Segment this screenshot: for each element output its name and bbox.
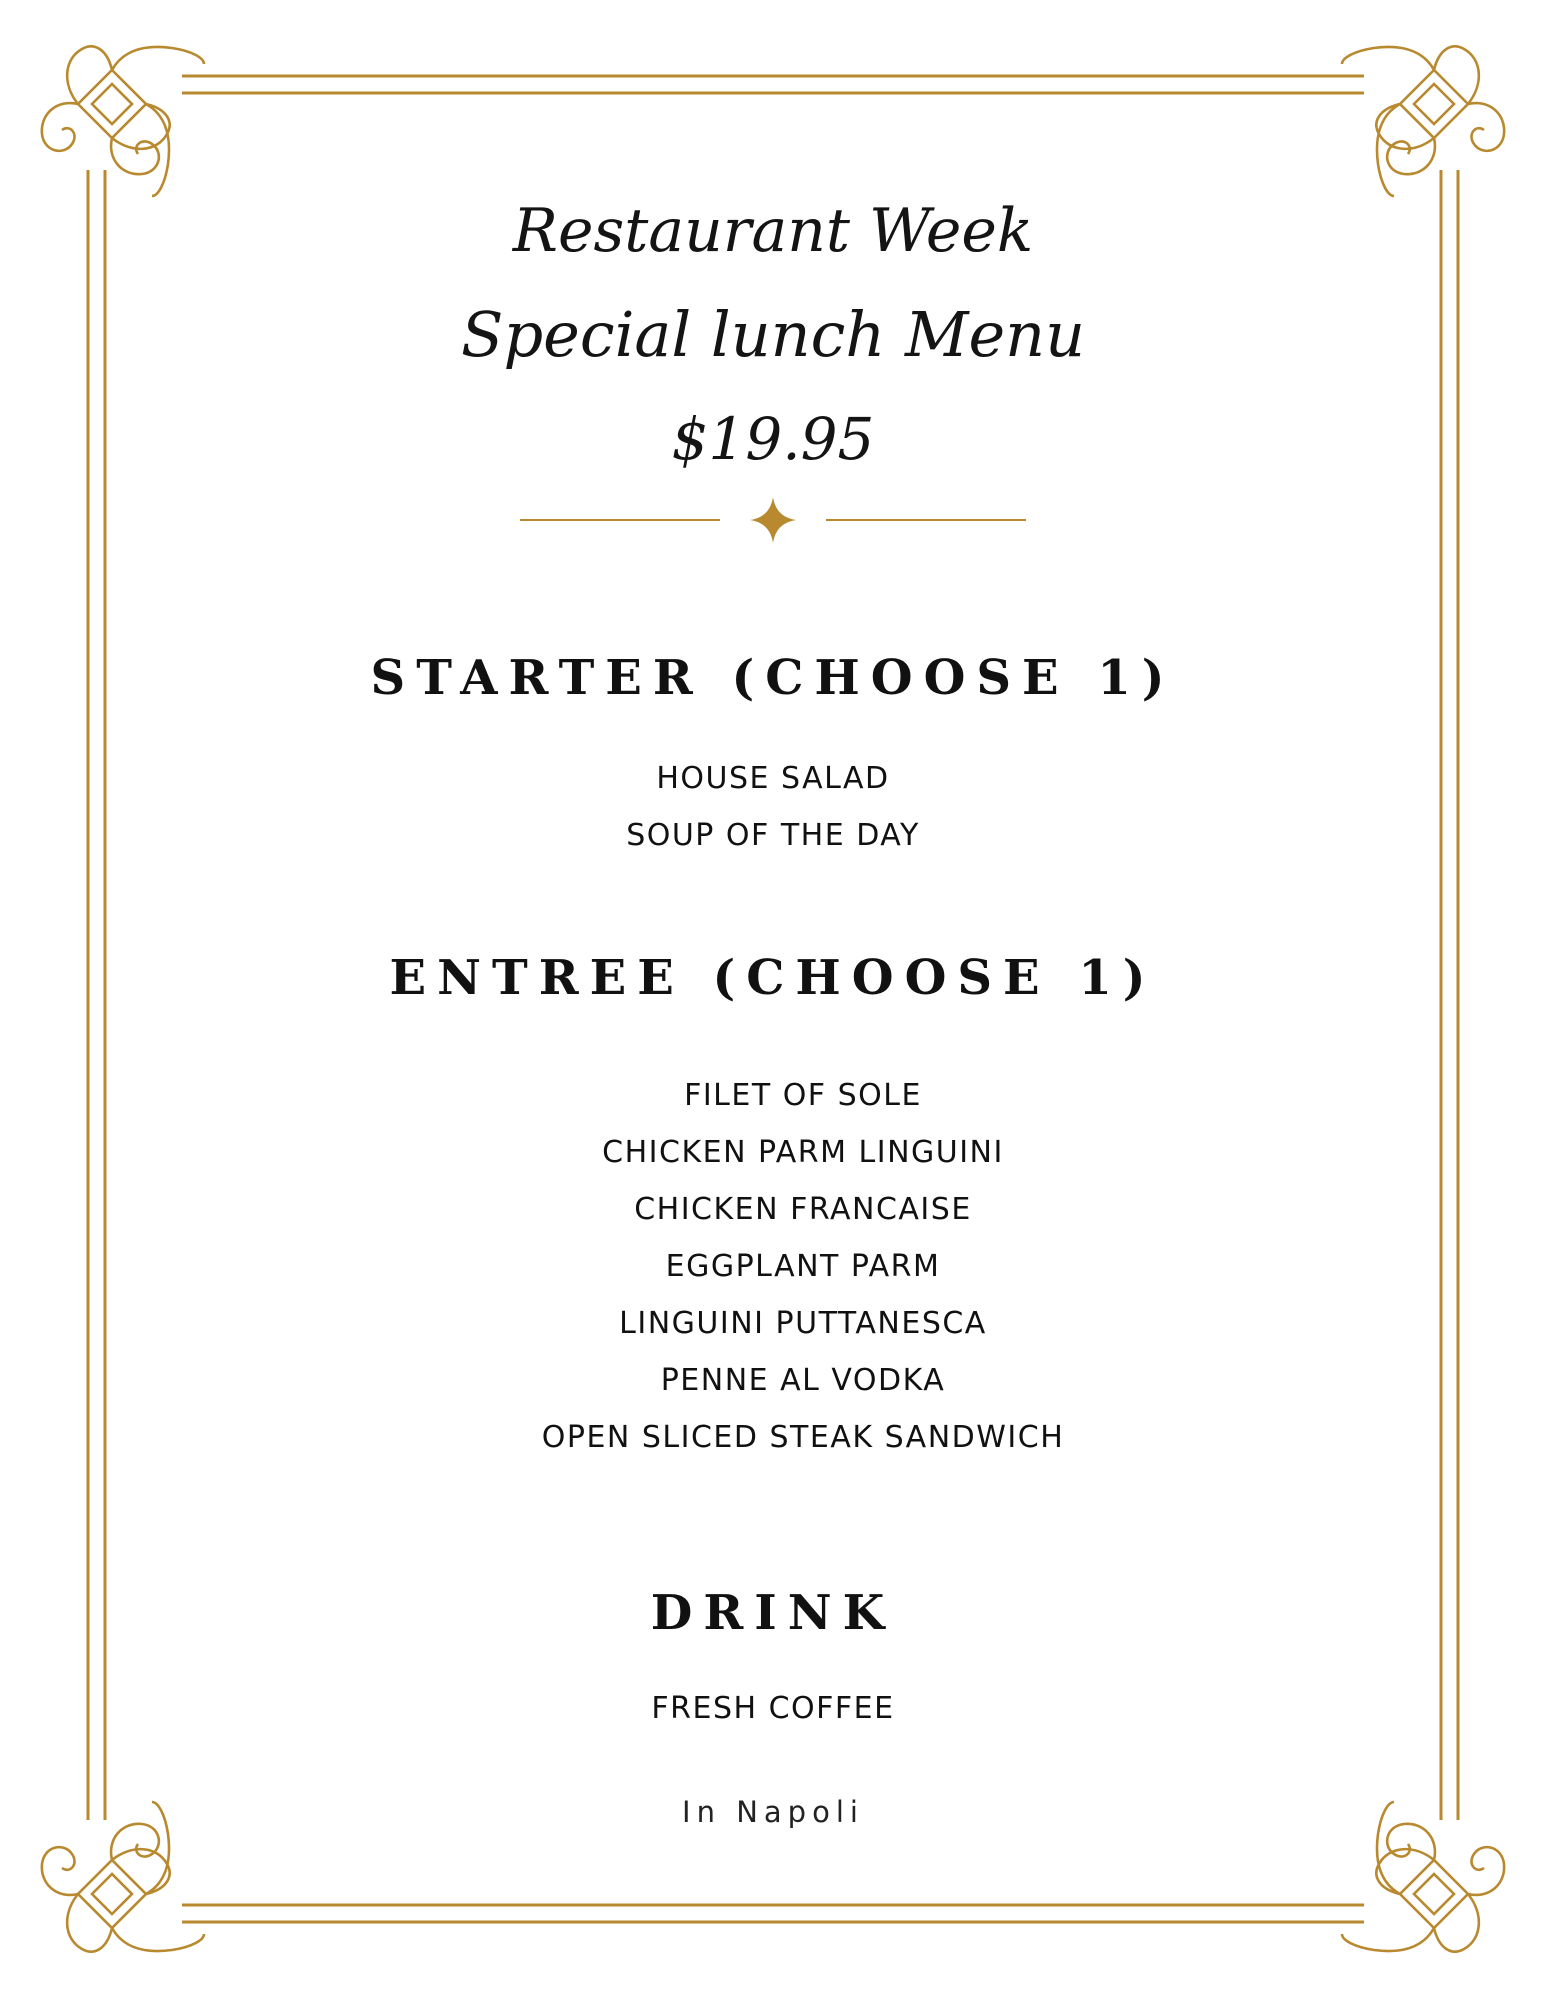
list-item: FILET OF SOLE (684, 1078, 922, 1113)
restaurant-name: In Napoli (682, 1795, 864, 1829)
section-heading-starter: STARTER (CHOOSE 1) (370, 650, 1176, 706)
drink-item-list (0, 1680, 1546, 1737)
list-item: SOUP OF THE DAY (626, 818, 920, 853)
menu-title-line1: Restaurant Week (512, 196, 1034, 266)
list-item: LINGUINI PUTTANESCA (619, 1306, 987, 1341)
section-heading-entree: ENTREE (CHOOSE 1) (389, 950, 1157, 1006)
list-item: CHICKEN PARM LINGUINI (602, 1135, 1004, 1170)
list-item: EGGPLANT PARM (665, 1249, 941, 1284)
corner-flourish-top-right (1342, 46, 1504, 196)
menu-title-line2: Special lunch Menu (461, 298, 1085, 371)
title-divider (520, 495, 1026, 545)
corner-flourish-top-left (42, 46, 204, 196)
four-point-star-icon (750, 497, 796, 543)
list-item: OPEN SLICED STEAK SANDWICH (541, 1420, 1065, 1455)
section-heading-drink: DRINK (650, 1585, 896, 1641)
list-item: PENNE AL VODKA (660, 1363, 946, 1398)
starter-item-list (0, 750, 1546, 864)
entree-item-list (30, 1067, 1546, 1466)
menu-price: $19.95 (671, 405, 875, 473)
list-item: CHICKEN FRANCAISE (634, 1192, 972, 1227)
list-item: HOUSE SALAD (656, 761, 890, 796)
list-item: FRESH COFFEE (651, 1691, 895, 1726)
